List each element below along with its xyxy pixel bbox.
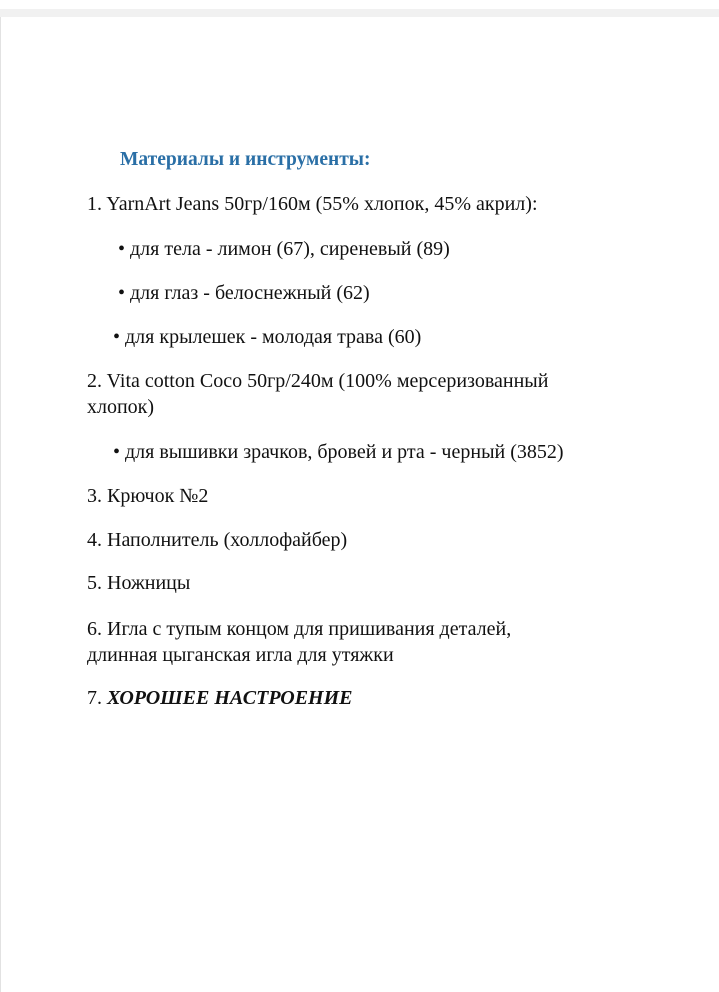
list-item-4: 4. Наполнитель (холлофайбер) [87, 529, 348, 551]
sub-item-wings: • для крылешек - молодая трава (60) [113, 326, 422, 348]
sub-item-embroidery: • для вышивки зрачков, бровей и рта - черный (3852) [113, 441, 564, 463]
sub-item-eyes: • для глаз - белоснежный (62) [118, 282, 370, 304]
list-item-5: 5. Ножницы [87, 572, 191, 594]
sub-item-body: • для тела - лимон (67), сиреневый (89) [118, 238, 450, 260]
list-item-1: 1. YarnArt Jeans 50гр/160м (55% хлопок, 45% акрил): [87, 193, 538, 215]
page-edge [0, 17, 1, 992]
list-item-2-cont: хлопок) [87, 396, 155, 418]
list-item-2: 2. Vita cotton Coco 50гр/240м (100% мерсеризованный [87, 370, 549, 392]
list-item-7-number: 7. [87, 687, 102, 709]
list-item-7-text: ХОРОШЕЕ НАСТРОЕНИЕ [107, 687, 353, 709]
list-item-6-cont: длинная цыганская игла для утяжки [87, 644, 394, 666]
list-item-7 [87, 685, 353, 711]
top-bar [0, 0, 719, 17]
list-item-6: 6. Игла с тупым концом для пришивания деталей, [87, 618, 512, 640]
page-title: Материалы и инструменты: [120, 149, 371, 170]
list-item-3: 3. Крючок №2 [87, 485, 209, 507]
